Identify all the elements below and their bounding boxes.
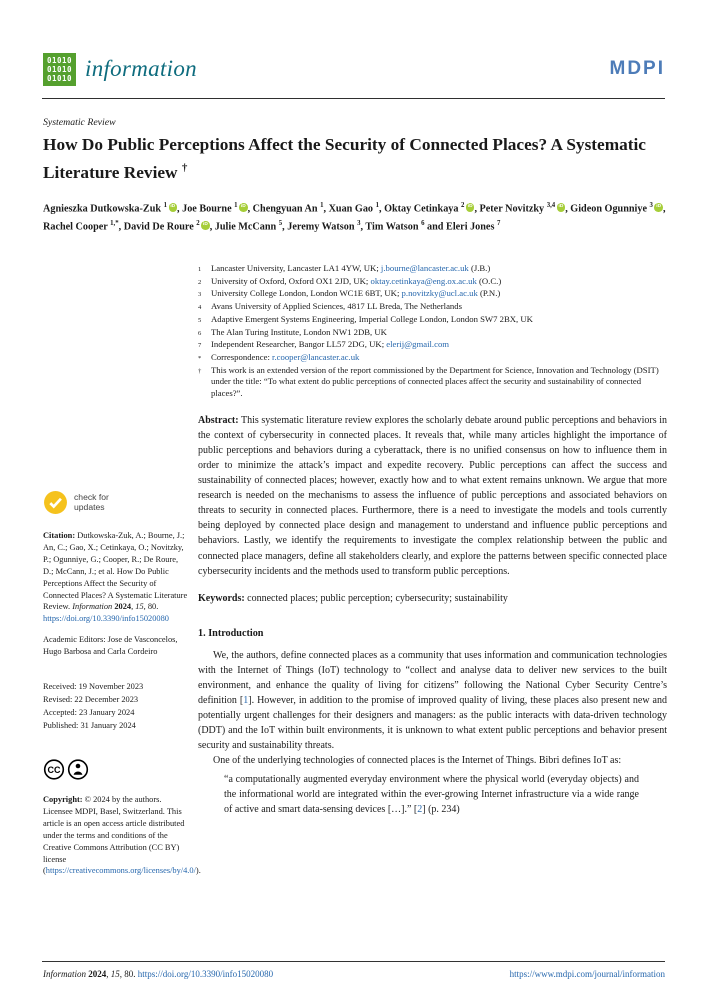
author-affiliation-sup: 3 <box>357 219 361 227</box>
header-divider <box>42 98 665 99</box>
right-column <box>198 263 667 817</box>
copyright-text <box>43 795 201 875</box>
journal-name: information <box>85 56 197 81</box>
affiliation-text: University College London, London WC1E 6BT, UK; p.novitzky@ucl.ac.uk (P.N.) <box>211 288 501 299</box>
author-name: Oktay Cetinkaya <box>384 203 459 215</box>
footer <box>43 969 665 979</box>
svg-text:CC: CC <box>47 764 61 775</box>
text-segment: ] (p. 234) <box>422 803 460 815</box>
author-list: Agnieszka Dutkowska-Zuk $^1$ iD , Joe Bourne $^1$ iD , Chengyuan An $^1$, Xuan Gao $^1$, Oktay Cetinkaya $^2$ iD , Peter Novitzky $^{3,4}$ iD , Gideon Ogunniye $^3$ iD , Rachel Cooper $^{1,*}$, David De Roure $^2$ iD , Julie McCann $^5$, Jeremy Watson $^3$, Tim Watson $^6$ and Eleri Jones $^7$ <box>43 202 666 233</box>
check-for-updates-label <box>74 493 109 513</box>
affiliation-marker: 7 <box>198 342 202 350</box>
author-affiliation-sup: 1 <box>234 202 238 209</box>
author-affiliation-sup: 5 <box>278 219 283 227</box>
author-affiliation-sup: 6 <box>421 219 425 227</box>
binary-row: 01010 <box>46 55 73 65</box>
text-segment: “a computationally augmented everyday environment where the physical world (everyday objects) and the informational world are integrated within the ever-growing Internet infrastructure via a wide range of active and smart data-sensing devices […].” [ <box>224 773 639 815</box>
affiliation-row <box>198 288 667 301</box>
author-affiliation-sup: 1 <box>163 202 167 209</box>
text-segment: 15 <box>135 602 144 612</box>
author-name: Joe Bourne <box>182 203 232 215</box>
author-affiliation-sup: 3,4 <box>546 202 556 209</box>
orcid-icon[interactable]: iD <box>466 203 475 212</box>
date-line: Revised: 22 December 2023 <box>43 695 139 705</box>
orcid-icon[interactable]: iD <box>654 203 663 212</box>
text-segment: ]. However, in addition to the promise of improved quality of living, these places also present new and potentially urgent challenges for their designers and managers: as the public interacts with data-driven technology (DDT) and the IoT within built environments, it is unknown to what extent public perceptions and behavior present security and sustainability threats. <box>198 695 667 752</box>
keywords-text: connected places; public perception; cybersecurity; sustainability <box>247 592 508 604</box>
badge-line2: updates <box>74 501 105 512</box>
section-heading-introduction: 1. Introduction <box>198 627 264 639</box>
text-segment: , <box>106 969 111 979</box>
footer-divider <box>42 961 665 962</box>
orcid-icon[interactable]: iD <box>169 203 178 212</box>
affiliation-text: Lancaster University, Lancaster LA1 4YW, UK; j.bourne@lancaster.ac.uk (J.B.) <box>211 263 491 273</box>
link[interactable]: https://doi.org/10.3390/info15020080 <box>43 614 169 624</box>
affiliation-row <box>198 365 667 400</box>
text-segment: , <box>131 602 136 612</box>
author-affiliation-sup: 1 <box>320 202 324 209</box>
text-segment: 2024 <box>114 602 132 612</box>
affiliation-row <box>198 301 667 314</box>
keywords-label: Keywords: <box>198 592 245 604</box>
copyright-block <box>43 794 201 877</box>
affiliation-text: University of Oxford, Oxford OX1 2JD, UK; oktay.cetinkaya@eng.ox.ac.uk (O.C.) <box>211 275 502 286</box>
link[interactable]: https://doi.org/10.3390/info15020080 <box>137 969 274 979</box>
dates-block <box>43 680 190 732</box>
journal-url-link[interactable]: https://www.mdpi.com/journal/information <box>509 969 665 979</box>
author-name: Xuan Gao <box>328 203 374 215</box>
check-for-updates-badge[interactable] <box>43 490 190 515</box>
author-name: Gideon Ogunniye <box>570 203 647 215</box>
text-segment: , 80. <box>119 969 138 979</box>
email-link[interactable]: oktay.cetinkaya@eng.ox.ac.uk <box>370 275 477 286</box>
author-name: David De Roure <box>123 221 194 233</box>
link[interactable]: 2 <box>417 803 423 815</box>
affiliation-row <box>198 263 667 276</box>
author-name: Rachel Cooper <box>43 221 108 233</box>
text-segment: Information <box>72 602 115 612</box>
article-title-text: How Do Public Perceptions Affect the Security of Connected Places? A Systematic Literature Review <box>43 135 646 182</box>
affiliation-row <box>198 352 667 365</box>
author-name: Eleri Jones <box>446 221 495 233</box>
text-segment: Dutkowska-Zuk, A.; Bourne, J.; An, C.; Gao, X.; Cetinkaya, O.; Novitzky, P.; Ogunniye, G.; Cooper, R.; De Roure, D.; McCann, J.; et al. How Do Public Perceptions Affect the Security of Connected Places? A Systematic Literature Review. <box>43 531 188 612</box>
journal-header <box>43 50 665 88</box>
orcid-icon[interactable]: iD <box>239 203 248 212</box>
affiliation-marker: 4 <box>198 304 202 312</box>
affiliation-row <box>198 276 667 289</box>
footer-citation <box>43 969 273 979</box>
cc-by-icon <box>43 758 91 781</box>
affiliation-text: Avans University of Applied Sciences, 4817 LL Breda, The Netherlands <box>211 301 462 312</box>
author-affiliation-sup: 1,* <box>110 219 119 227</box>
affiliation-text: Adaptive Emergent Systems Engineering, Imperial College London, London SW7 2BX, UK <box>211 313 533 324</box>
affiliation-row <box>198 339 667 352</box>
copyright-label: Copyright: <box>43 794 83 804</box>
affiliation-text: Correspondence: r.cooper@lancaster.ac.uk <box>211 351 360 362</box>
affiliation-text: Independent Researcher, Bangor LL57 2DG, UK; elerij@gmail.com <box>211 339 450 350</box>
affiliation-marker: 5 <box>198 316 202 324</box>
badge-line1: check for <box>74 491 109 502</box>
affiliation-list <box>198 263 667 400</box>
article-type: Systematic Review <box>43 117 116 128</box>
author-affiliation-sup: 2 <box>196 219 200 227</box>
author-name: Agnieszka Dutkowska-Zuk <box>43 203 162 215</box>
citation-text <box>43 531 187 623</box>
affiliation-marker: 6 <box>198 329 202 337</box>
sidebar <box>43 490 201 877</box>
check-icon <box>43 490 68 515</box>
block-quote <box>224 772 639 817</box>
author-name: Tim Watson <box>365 221 419 233</box>
author-affiliation-sup: 1 <box>375 202 379 209</box>
email-link[interactable]: r.cooper@lancaster.ac.uk <box>272 351 360 362</box>
article-title <box>43 133 671 184</box>
binary-row: 01010 <box>46 64 73 74</box>
text-segment: ). <box>195 866 201 876</box>
author-affiliation-sup: 3 <box>649 202 653 209</box>
text-segment: Information <box>43 969 89 979</box>
orcid-icon[interactable]: iD <box>557 203 566 212</box>
mdpi-logo[interactable]: MDPI <box>609 58 665 79</box>
keywords <box>198 592 667 606</box>
text-segment: 2024 <box>88 969 107 979</box>
abstract-label: Abstract: <box>198 414 239 426</box>
affiliation-text: The Alan Turing Institute, London NW1 2DB, UK <box>211 326 387 337</box>
link[interactable]: https://creativecommons.org/licenses/by/4.0/ <box>45 866 196 876</box>
affiliation-marker: * <box>198 354 202 362</box>
author-name: Chengyuan An <box>252 203 318 215</box>
intro-paragraph-2 <box>198 753 667 768</box>
author-name: Julie McCann <box>214 221 277 233</box>
orcid-icon[interactable]: iD <box>201 221 210 230</box>
author-name: Peter Novitzky <box>479 203 545 215</box>
title-dagger: † <box>181 161 188 174</box>
journal-logo[interactable] <box>43 53 197 86</box>
abstract <box>198 413 667 579</box>
date-line: Published: 31 January 2024 <box>43 721 136 731</box>
affiliation-marker: 3 <box>198 291 202 299</box>
email-link[interactable]: j.bourne@lancaster.ac.uk <box>380 263 469 273</box>
author-affiliation-sup: 7 <box>496 219 501 227</box>
abstract-text: This systematic literature review explores the scholarly debate around public perceptions and behaviors in the context of cybersecurity in connected places. It reveals that, while many articles highlight the importance of public perceptions and behaviors during a cyberattack, there is no unified consensus on how to influence them in order to minimize the attack’s impact and expedite recovery. Public perceptions can affect the success and sustainability of connected places; however, exactly how and to what extent remains unknown. We argue that more research is needed on the mechanisms to assess the influence of public perceptions and associated behaviors on threats to security in connected places. Furthermore, there is a need to investigate the models and tools currently being deployed by connected place design and management to understand and influence public perceptions and behaviors. Lastly, we identify the requirements to investigate the complex relationship between the public and connected place managers, define all stakeholders clearly, and explore the patterns between specific connected place cybersecurity incidents and the methods used to transform public perceptions. <box>198 414 667 577</box>
author-name: Jeremy Watson <box>287 221 355 233</box>
text-segment: One of the underlying technologies of connected places is the Internet of Things. Bibri defines IoT as: <box>213 755 622 767</box>
date-line: Accepted: 23 January 2024 <box>43 708 135 718</box>
text-segment: We, the authors, define connected places as a community that uses information and communication technologies with the Internet of Things (IoT) technology to “collect and analyse data to deliver new services to the built environment, and enhance the quality of living for citizens” following the National Cyber Security Centre’s definition [ <box>198 649 667 707</box>
citation-label: Citation: <box>43 531 76 540</box>
date-line: Received: 19 November 2023 <box>43 682 144 692</box>
journal-logo-icon <box>43 53 76 86</box>
affiliation-marker: 1 <box>198 266 202 273</box>
intro-paragraph-1 <box>198 648 667 754</box>
cc-by-badge[interactable] <box>43 758 190 785</box>
affiliation-marker: † <box>198 367 202 375</box>
affiliation-text: This work is an extended version of the report commissioned by the Department for Science, Innovation and Technology (DSIT) under the title: “To what extent do public perceptions of connected places affect the security and sustainability of connected places?”. <box>211 364 659 399</box>
email-link[interactable]: elerij@gmail.com <box>386 339 450 350</box>
author-affiliation-sup: 2 <box>461 202 465 209</box>
affiliation-row <box>198 314 667 327</box>
text-segment: 15 <box>110 969 120 979</box>
link[interactable]: 1 <box>243 695 249 707</box>
affiliation-marker: 2 <box>198 278 202 286</box>
academic-editors: Academic Editors: Jose de Vasconcelos, Hugo Barbosa and Carla Cordeiro <box>43 635 178 657</box>
binary-row: 01010 <box>46 73 73 83</box>
affiliation-row <box>198 327 667 340</box>
email-link[interactable]: p.novitzky@ucl.ac.uk <box>401 288 478 299</box>
text-segment: © 2024 by the authors. Licensee MDPI, Basel, Switzerland. This article is an open access article distributed under the terms and conditions of the Creative Commons Attribution (CC BY) license ( <box>43 794 185 876</box>
text-segment: , 80. <box>143 602 159 612</box>
citation-block <box>43 530 190 625</box>
